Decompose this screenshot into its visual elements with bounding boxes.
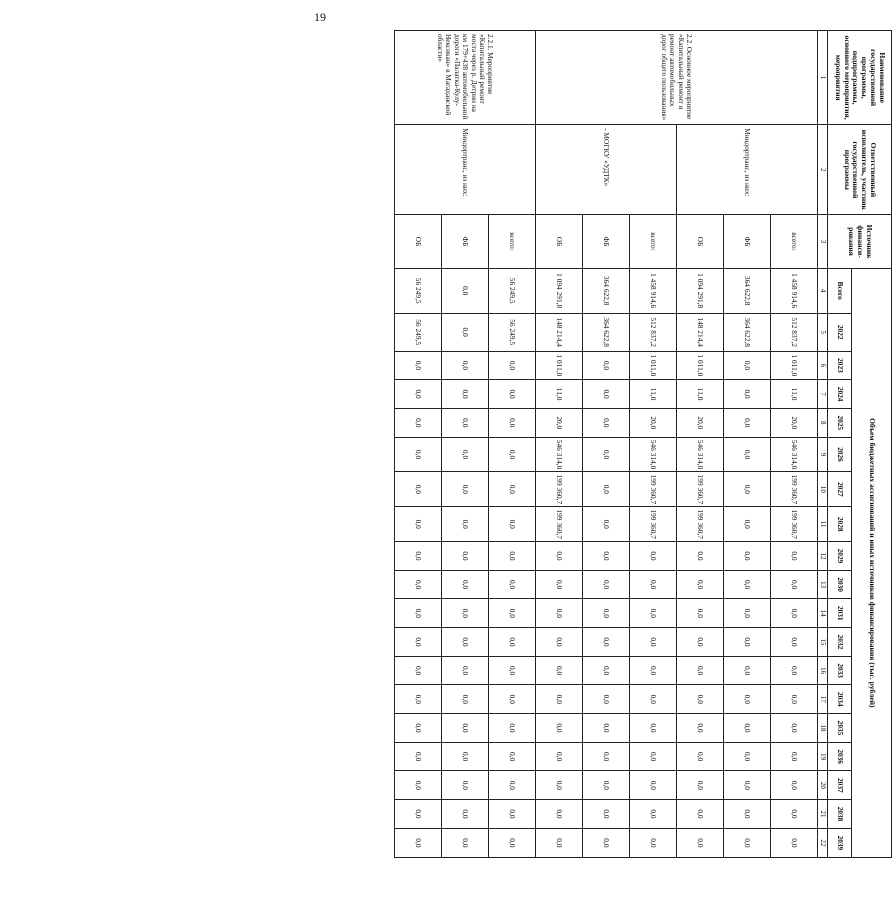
year-value: 0,0 <box>395 771 442 800</box>
header-year: 2028 <box>828 507 852 542</box>
header-year: 2033 <box>828 656 852 685</box>
total-value: 1 094 291,8 <box>536 268 583 313</box>
table-row <box>771 31 818 858</box>
year-value: 0,0 <box>583 472 630 507</box>
year-value: 0,0 <box>489 437 536 472</box>
year-value: 0,0 <box>442 472 489 507</box>
year-value: 56 249,5 <box>395 313 442 351</box>
year-value: 0,0 <box>583 828 630 857</box>
year-value: 0,0 <box>583 380 630 409</box>
year-value: 1 011,0 <box>677 351 724 380</box>
header-executor: Ответственный исполнитель, участник государственной программы <box>828 125 892 215</box>
year-value: 0,0 <box>395 742 442 771</box>
measure-name: 2.2. Основное мероприятие «Капитальный ремонт и ремонт автомобильных дорог общего пользования» <box>536 31 818 125</box>
year-value: 0,0 <box>395 408 442 437</box>
year-value: 0,0 <box>771 800 818 829</box>
year-value: 199 360,7 <box>677 507 724 542</box>
year-value: 0,0 <box>536 771 583 800</box>
year-value: 0,0 <box>630 771 677 800</box>
table-row <box>489 31 536 858</box>
header-year: 2037 <box>828 771 852 800</box>
year-value: 0,0 <box>442 437 489 472</box>
column-number: 5 <box>818 313 828 351</box>
header-year: 2031 <box>828 599 852 628</box>
year-value: 0,0 <box>442 313 489 351</box>
year-value: 56 249,5 <box>489 313 536 351</box>
year-value: 148 214,4 <box>677 313 724 351</box>
year-value: 0,0 <box>630 570 677 599</box>
year-value: 0,0 <box>724 472 771 507</box>
year-value: 0,0 <box>724 570 771 599</box>
year-value: 0,0 <box>395 437 442 472</box>
year-value: 0,0 <box>442 742 489 771</box>
funding-source: всего: <box>771 215 818 268</box>
column-number: 6 <box>818 351 828 380</box>
year-value: 0,0 <box>677 685 724 714</box>
year-value: 0,0 <box>489 380 536 409</box>
column-number: 2 <box>818 125 828 215</box>
year-value: 0,0 <box>630 599 677 628</box>
year-value: 0,0 <box>489 800 536 829</box>
year-value: 0,0 <box>489 542 536 571</box>
column-number: 4 <box>818 268 828 313</box>
year-value: 364 622,8 <box>583 313 630 351</box>
year-value: 20,0 <box>771 408 818 437</box>
year-value: 0,0 <box>395 570 442 599</box>
column-number: 10 <box>818 472 828 507</box>
year-value: 0,0 <box>771 771 818 800</box>
year-value: 0,0 <box>395 599 442 628</box>
header-year: 2027 <box>828 472 852 507</box>
year-value: 512 837,2 <box>771 313 818 351</box>
year-value: 0,0 <box>489 507 536 542</box>
header-funding: Объем бюджетных ассигнований и иных источников финансирования (тыс. рублей) <box>852 268 892 857</box>
total-value: 364 622,8 <box>583 268 630 313</box>
year-value: 0,0 <box>583 507 630 542</box>
year-value: 0,0 <box>442 507 489 542</box>
year-value: 0,0 <box>442 408 489 437</box>
total-value: 1 094 291,8 <box>677 268 724 313</box>
total-value: 56 249,5 <box>489 268 536 313</box>
year-value: 0,0 <box>442 771 489 800</box>
year-value: 0,0 <box>630 714 677 743</box>
year-value: 11,0 <box>771 380 818 409</box>
year-value: 0,0 <box>771 542 818 571</box>
year-value: 0,0 <box>583 656 630 685</box>
year-value: 0,0 <box>583 771 630 800</box>
year-value: 0,0 <box>536 800 583 829</box>
funding-table <box>394 30 892 858</box>
column-number: 9 <box>818 437 828 472</box>
year-value: 0,0 <box>442 828 489 857</box>
year-value: 0,0 <box>536 656 583 685</box>
year-value: 0,0 <box>442 542 489 571</box>
header-total: Всего <box>828 268 852 313</box>
year-value: 0,0 <box>395 351 442 380</box>
year-value: 0,0 <box>583 800 630 829</box>
funding-source: ФБ <box>724 215 771 268</box>
year-value: 0,0 <box>630 656 677 685</box>
column-number: 7 <box>818 380 828 409</box>
year-value: 0,0 <box>724 771 771 800</box>
year-value: 0,0 <box>442 570 489 599</box>
year-value: 0,0 <box>489 685 536 714</box>
year-value: 0,0 <box>771 570 818 599</box>
funding-source: ОБ <box>677 215 724 268</box>
year-value: 0,0 <box>724 656 771 685</box>
funding-source: всего: <box>630 215 677 268</box>
column-number: 3 <box>818 215 828 268</box>
header-year: 2029 <box>828 542 852 571</box>
year-value: 0,0 <box>677 656 724 685</box>
year-value: 546 314,0 <box>677 437 724 472</box>
year-value: 0,0 <box>677 570 724 599</box>
header-year: 2036 <box>828 742 852 771</box>
year-value: 11,0 <box>630 380 677 409</box>
year-value: 199 360,7 <box>536 472 583 507</box>
total-value: 364 622,8 <box>724 268 771 313</box>
year-value: 199 360,7 <box>630 472 677 507</box>
year-value: 1 011,0 <box>630 351 677 380</box>
year-value: 0,0 <box>442 380 489 409</box>
year-value: 0,0 <box>677 771 724 800</box>
year-value: 0,0 <box>724 685 771 714</box>
year-value: 0,0 <box>536 685 583 714</box>
total-value: 0,0 <box>442 268 489 313</box>
year-value: 0,0 <box>395 542 442 571</box>
year-value: 364 622,8 <box>724 313 771 351</box>
year-value: 0,0 <box>677 742 724 771</box>
column-number: 22 <box>818 828 828 857</box>
total-value: 1 458 914,6 <box>630 268 677 313</box>
year-value: 0,0 <box>442 800 489 829</box>
header-year: 2023 <box>828 351 852 380</box>
header-year: 2026 <box>828 437 852 472</box>
year-value: 0,0 <box>724 628 771 657</box>
funding-source: ФБ <box>583 215 630 268</box>
year-value: 0,0 <box>489 570 536 599</box>
column-number: 20 <box>818 771 828 800</box>
year-value: 0,0 <box>536 628 583 657</box>
header-year: 2025 <box>828 408 852 437</box>
year-value: 0,0 <box>489 408 536 437</box>
year-value: 0,0 <box>677 599 724 628</box>
year-value: 0,0 <box>395 685 442 714</box>
year-value: 1 011,0 <box>771 351 818 380</box>
year-value: 0,0 <box>724 408 771 437</box>
year-value: 0,0 <box>395 800 442 829</box>
funding-source: всего: <box>489 215 536 268</box>
year-value: 0,0 <box>724 542 771 571</box>
year-value: 0,0 <box>395 828 442 857</box>
year-value: 0,0 <box>630 542 677 571</box>
year-value: 0,0 <box>724 351 771 380</box>
year-value: 0,0 <box>630 628 677 657</box>
year-value: 0,0 <box>771 656 818 685</box>
header-year: 2034 <box>828 685 852 714</box>
header-year: 2030 <box>828 570 852 599</box>
year-value: 0,0 <box>630 800 677 829</box>
year-value: 0,0 <box>442 351 489 380</box>
header-year: 2038 <box>828 800 852 829</box>
year-value: 0,0 <box>536 714 583 743</box>
header-year: 2039 <box>828 828 852 857</box>
column-number: 13 <box>818 570 828 599</box>
year-value: 0,0 <box>583 685 630 714</box>
year-value: 0,0 <box>489 656 536 685</box>
year-value: 0,0 <box>630 828 677 857</box>
year-value: 148 214,4 <box>536 313 583 351</box>
column-number: 12 <box>818 542 828 571</box>
year-value: 0,0 <box>395 628 442 657</box>
year-value: 0,0 <box>724 828 771 857</box>
header-year: 2022 <box>828 313 852 351</box>
year-value: 0,0 <box>489 742 536 771</box>
year-value: 0,0 <box>771 685 818 714</box>
year-value: 0,0 <box>677 542 724 571</box>
funding-source: ОБ <box>536 215 583 268</box>
column-number: 18 <box>818 714 828 743</box>
year-value: 0,0 <box>583 599 630 628</box>
year-value: 0,0 <box>395 714 442 743</box>
year-value: 0,0 <box>724 742 771 771</box>
year-value: 0,0 <box>395 656 442 685</box>
year-value: 20,0 <box>630 408 677 437</box>
year-value: 0,0 <box>724 437 771 472</box>
year-value: 546 314,0 <box>630 437 677 472</box>
year-value: 0,0 <box>583 714 630 743</box>
year-value: 0,0 <box>724 599 771 628</box>
year-value: 0,0 <box>395 380 442 409</box>
executor-cell: Миндортранс, из них: <box>677 125 818 215</box>
year-value: 0,0 <box>442 656 489 685</box>
column-number: 16 <box>818 656 828 685</box>
column-number: 17 <box>818 685 828 714</box>
year-value: 0,0 <box>583 351 630 380</box>
table-row <box>630 31 677 858</box>
page-number: 19 <box>314 10 326 24</box>
year-value: 0,0 <box>583 570 630 599</box>
year-value: 0,0 <box>583 628 630 657</box>
year-value: 0,0 <box>489 828 536 857</box>
executor-cell: - МОГКУ «УДТК» <box>536 125 677 215</box>
header-year: 2032 <box>828 628 852 657</box>
year-value: 0,0 <box>583 437 630 472</box>
year-value: 11,0 <box>536 380 583 409</box>
column-number: 15 <box>818 628 828 657</box>
year-value: 0,0 <box>677 714 724 743</box>
year-value: 199 360,7 <box>677 472 724 507</box>
column-number: 8 <box>818 408 828 437</box>
header-year: 2024 <box>828 380 852 409</box>
year-value: 0,0 <box>583 408 630 437</box>
header-source: Источник финанси-рования <box>828 215 892 268</box>
year-value: 0,0 <box>442 599 489 628</box>
total-value: 56 249,5 <box>395 268 442 313</box>
year-value: 0,0 <box>724 507 771 542</box>
year-value: 0,0 <box>677 828 724 857</box>
column-number: 11 <box>818 507 828 542</box>
funding-table-rotated <box>402 30 892 858</box>
year-value: 199 360,7 <box>771 507 818 542</box>
year-value: 0,0 <box>442 714 489 743</box>
year-value: 199 360,7 <box>630 507 677 542</box>
funding-source: ФБ <box>442 215 489 268</box>
year-value: 199 360,7 <box>536 507 583 542</box>
header-name: Наименование государственной программы, подпрограммы, основного мероприятия, мероприятия <box>828 31 892 125</box>
column-number: 1 <box>818 31 828 125</box>
year-value: 0,0 <box>771 628 818 657</box>
year-value: 546 314,0 <box>771 437 818 472</box>
year-value: 1 011,0 <box>536 351 583 380</box>
year-value: 0,0 <box>583 742 630 771</box>
executor-cell: Миндортранс, из них: <box>395 125 536 215</box>
year-value: 0,0 <box>489 351 536 380</box>
column-number: 19 <box>818 742 828 771</box>
year-value: 0,0 <box>489 628 536 657</box>
year-value: 0,0 <box>771 714 818 743</box>
year-value: 0,0 <box>630 685 677 714</box>
year-value: 0,0 <box>489 771 536 800</box>
year-value: 0,0 <box>536 570 583 599</box>
year-value: 0,0 <box>724 380 771 409</box>
year-value: 0,0 <box>677 628 724 657</box>
year-value: 0,0 <box>536 828 583 857</box>
year-value: 0,0 <box>442 628 489 657</box>
year-value: 0,0 <box>489 599 536 628</box>
year-value: 512 837,2 <box>630 313 677 351</box>
year-value: 0,0 <box>536 542 583 571</box>
year-value: 0,0 <box>442 685 489 714</box>
year-value: 0,0 <box>771 599 818 628</box>
header-year: 2035 <box>828 714 852 743</box>
year-value: 20,0 <box>677 408 724 437</box>
year-value: 0,0 <box>677 800 724 829</box>
year-value: 0,0 <box>536 742 583 771</box>
column-number: 14 <box>818 599 828 628</box>
year-value: 11,0 <box>677 380 724 409</box>
year-value: 0,0 <box>771 828 818 857</box>
year-value: 0,0 <box>724 800 771 829</box>
total-value: 1 458 914,6 <box>771 268 818 313</box>
year-value: 546 314,0 <box>536 437 583 472</box>
measure-name: 2.2.1. Мероприятие «Капитальный ремонт моста через р. Детрин на км 179+438 автомобильной дороги «Палатка-Кулу-Нексикан» в Магаданской области» <box>395 31 536 125</box>
funding-source: ОБ <box>395 215 442 268</box>
year-value: 0,0 <box>489 714 536 743</box>
year-value: 0,0 <box>536 599 583 628</box>
year-value: 0,0 <box>395 472 442 507</box>
year-value: 199 360,7 <box>771 472 818 507</box>
year-value: 0,0 <box>771 742 818 771</box>
year-value: 20,0 <box>536 408 583 437</box>
year-value: 0,0 <box>395 507 442 542</box>
year-value: 0,0 <box>630 742 677 771</box>
year-value: 0,0 <box>489 472 536 507</box>
year-value: 0,0 <box>583 542 630 571</box>
column-number: 21 <box>818 800 828 829</box>
year-value: 0,0 <box>724 714 771 743</box>
